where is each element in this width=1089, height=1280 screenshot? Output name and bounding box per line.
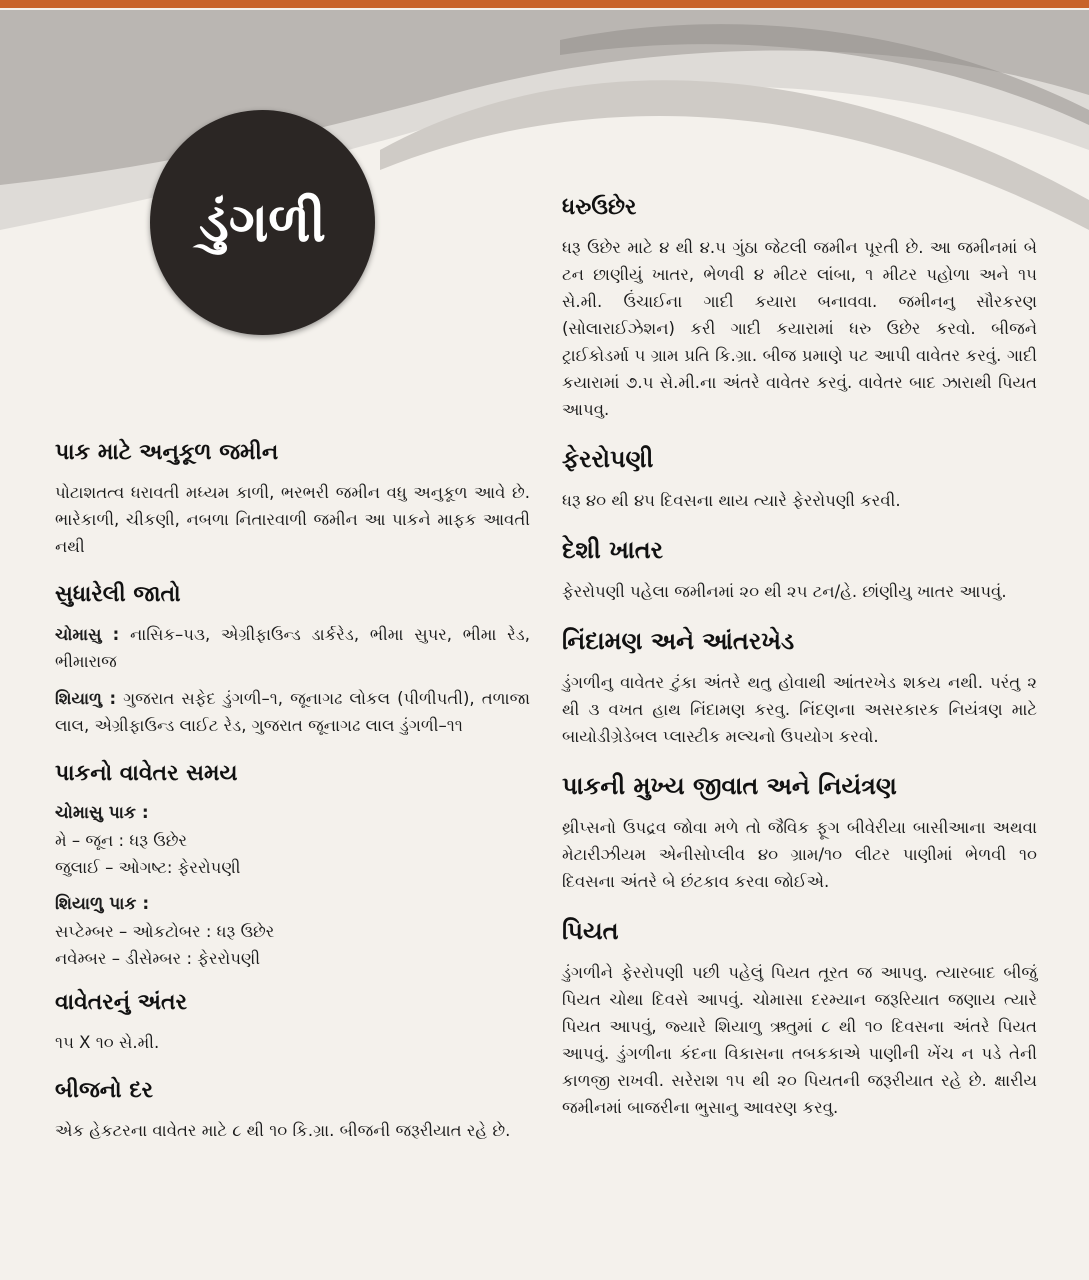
nursery-heading: ધરુઉછેર — [562, 195, 637, 220]
spacing-text: ૧૫ X ૧૦ સે.મી. — [55, 1033, 160, 1052]
varieties-winter-label: શિયાળુ : — [55, 689, 117, 708]
seed-rate-text: એક હેકટરના વાવેતર માટે ૮ થી ૧૦ કિ.ગ્રા. બીજની જરૂરીયાત રહે છે. — [55, 1121, 511, 1140]
right-column — [562, 195, 1037, 1143]
varieties-winter-text: ગુજરાત સફેદ ડુંગળી–૧, જૂનાગઢ લોકલ (પીળીપતી), તળાજા લાલ, એગ્રીફાઉન્ડ લાઈટ રેડ, ગુજરાત જૂનાગઢ લાલ ડુંગળી–૧૧ — [55, 689, 530, 735]
varieties-monsoon-label: ચોમાસુ : — [55, 625, 120, 644]
spacing-heading: વાવેતરનું અંતર — [55, 990, 187, 1015]
weeding-heading: નિંદામણ અને આંતરખેડ — [562, 627, 795, 655]
varieties-winter — [55, 685, 530, 739]
manure-heading: દેશી ખાતર — [562, 536, 664, 564]
weeding-text: ડુંગળીનુ વાવેતર ટુંકા અંતરે થતુ હોવાથી આંતરખેડ શકય નથી. પરંતુ ૨ થી ૩ વખત હાથ નિંદામણ કરવુ. નિંદણના અસરકારક નિયંત્રણ માટે બાયોડીગ્રેડેબલ પ્લાસ્ટીક મલ્ચનો ઉપયોગ કરવો. — [562, 673, 1037, 746]
varieties-heading: સુધારેલી જાતો — [55, 582, 181, 607]
sowing-winter-line1: સપ્ટેમ્બર – ઓકટોબર : ધરૂ ઉછેર — [55, 922, 275, 941]
transplant-heading: ફેરરોપણી — [562, 445, 654, 473]
varieties-monsoon — [55, 621, 530, 675]
left-column — [55, 440, 530, 1166]
title-circle — [150, 110, 375, 335]
transplant-text: ધરૂ ૪૦ થી ૪૫ દિવસના થાય ત્યારે ફેરરોપણી કરવી. — [562, 491, 901, 510]
sowing-monsoon-heading: ચોમાસુ પાક : — [55, 803, 149, 823]
pests-heading: પાકની મુખ્ય જીવાત અને નિયંત્રણ — [562, 772, 897, 800]
sowing-winter-heading: શિયાળુ પાક : — [55, 894, 150, 914]
page-title: ડુંગળી — [199, 190, 326, 254]
sowing-time-heading: પાકનો વાવેતર સમય — [55, 761, 238, 786]
nursery-text: ધરૂ ઉછેર માટે ૪ થી ૪.૫ ગુંઠા જેટલી જમીન પૂરતી છે. આ જમીનમાં બે ટન છાણીયું ખાતર, ભેળવી ૪ મીટર લાંબા, ૧ મીટર પહોળા અને ૧૫ સે.મી. ઉંચાઈના ગાદી કયારા બનાવવા. જમીનનુ સૌરકરણ (સોલારાઈઝેશન) કરી ગાદી કયારામાં ધરુ ઉછેર કરવો. બીજને ટ્રાઈકોડર્મા ૫ ગ્રામ પ્રતિ કિ.ગ્રા. બીજ પ્રમાણે પટ આપી વાવેતર કરવું. ગાદી કયારામાં ૭.૫ સે.મી.ના અંતરે વાવેતર કરવું. વાવેતર બાદ ઝારાથી પિયત આપવુ. — [562, 238, 1037, 419]
sowing-monsoon-line2: જુલાઈ – ઓગષ્ટ: ફેરરોપણી — [55, 858, 241, 877]
irrigation-text: ડુંગળીને ફેરરોપણી પછી પહેલું પિયત તૂરત જ આપવુ. ત્યારબાદ બીજું પિયત ચોથા દિવસે આપવું. ચોમાસા દરમ્યાન જરૂરિયાત જણાય ત્યારે પિયત આપવું, જ્યારે શિયાળુ ઋતુમાં ૮ થી ૧૦ દિવસના અંતરે પિયત આપવું. ડુંગળીના કંદના વિકાસના તબકકાએ પાણીની ખેંચ ન પડે તેની કાળજી રાખવી. સરેરાશ ૧૫ થી ૨૦ પિયતની જરૂરીયાત રહે છે. ક્ષારીય જમીનમાં બાજરીના ભુસાનુ આવરણ કરવુ. — [562, 963, 1037, 1117]
irrigation-heading: પિયત — [562, 917, 619, 945]
sowing-monsoon-line1: મે – જૂન : ધરૂ ઉછેર — [55, 831, 188, 850]
sowing-winter-line2: નવેમ્બર – ડીસેમ્બર : ફેરરોપણી — [55, 949, 261, 968]
soil-heading: પાક માટે અનુકૂળ જમીન — [55, 440, 279, 465]
seed-rate-heading: બીજનો દર — [55, 1078, 153, 1103]
manure-text: ફેરરોપણી પહેલા જમીનમાં ૨૦ થી ૨૫ ટન/હે. છાંણીયુ ખાતર આપવું. — [562, 582, 1007, 601]
pests-text: થ્રીપ્સનો ઉપદ્રવ જોવા મળે તો જૈવિક ફૂગ બીવેરીયા બાસીઆના અથવા મેટારીઝીયમ એનીસોપ્લીવ ૪૦ ગ્રામ/૧૦ લીટર પાણીમાં ભેળવી ૧૦ દિવસના અંતરે બે છંટકાવ કરવા જોઈએ. — [562, 818, 1037, 891]
soil-text: પોટાશતત્વ ધરાવતી મધ્યમ કાળી, ભરભરી જમીન વધુ અનુકૂળ આવે છે. ભારેકાળી, ચીકણી, નબળા નિતારવાળી જમીન આ પાકને માફક આવતી નથી — [55, 483, 530, 556]
varieties-monsoon-text: નાસિક–પ૩, એગ્રીફાઉન્ડ ડાર્કરેડ, ભીમા સુપર, ભીમા રેડ, ભીમારાજ — [55, 625, 530, 671]
